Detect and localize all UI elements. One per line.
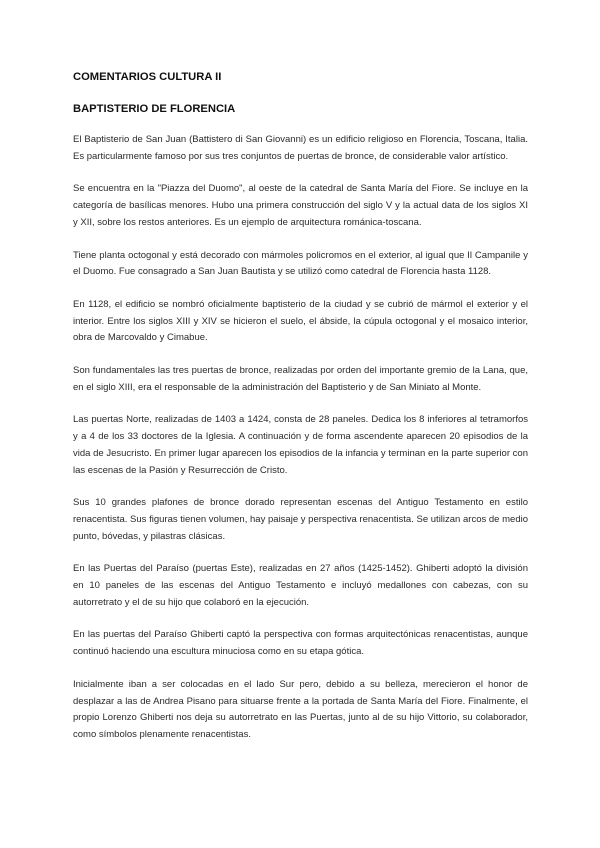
paragraph: Inicialmente iban a ser colocadas en el lado Sur pero, debido a su belleza, merecieron el honor de desplazar a las de Andrea Pisano para situarse frente a la portada de Santa María del Fiore. Finalmente, el propio Lorenzo Ghiberti nos deja su autorretrato en las Puertas, junto al de su hijo Vittorio, su colaborador, como símbolos plenamente renacentistas.	[73, 678, 528, 740]
paragraph: Son fundamentales las tres puertas de bronce, realizadas por orden del importante gremio de la Lana, que, en el siglo XIII, era el responsable de la administración del Baptisterio y de San Miniato al Monte.	[73, 365, 528, 393]
document-title: COMENTARIOS CULTURA II	[73, 71, 222, 83]
section-title: BAPTISTERIO DE FLORENCIA	[73, 103, 236, 115]
paragraph: En las puertas del Paraíso Ghiberti captó la perspectiva con formas arquitectónicas renacentistas, aunque continuó haciendo una escultura minuciosa como en su etapa gótica.	[73, 629, 528, 658]
paragraph: El Baptisterio de San Juan (Battistero di San Giovanni) es un edificio religioso en Florencia, Toscana, Italia. Es particularmente famoso por sus tres conjuntos de puertas de bronce, de considerable valor artístico.	[73, 134, 528, 162]
body-text	[73, 132, 528, 744]
document-page	[73, 70, 528, 760]
paragraph: En 1128, el edificio se nombró oficialmente baptisterio de la ciudad y se cubrió de mármol el exterior y el interior. Entre los siglos XIII y XIV se hicieron el suelo, el ábside, la cúpula octogonal y el mosaico interior, obra de Marcovaldo y Cimabue.	[73, 298, 528, 344]
paragraph: En las Puertas del Paraíso (puertas Este), realizadas en 27 años (1425-1452). Ghiberti adoptó la división en 10 paneles de las escenas del Antiguo Testamento e incluyó medallones con cabezas, con su autorretrato y el de su hijo que colaboró en la ejecución.	[73, 563, 528, 608]
paragraph: Se encuentra en la "Piazza del Duomo", al oeste de la catedral de Santa María del Fiore. Se incluye en la categoría de basílicas menores. Hubo una primera construcción del siglo V y la actual data de los siglos XI y XII, sobre los restos anteriores. Es un ejemplo de arquitectura románica-toscana.	[73, 183, 528, 228]
paragraph: Tiene planta octogonal y está decorado con mármoles policromos en el exterior, al igual que Il Campanile y el Duomo. Fue consagrado a San Juan Bautista y se utilizó como catedral de Florencia hasta 1128.	[73, 249, 528, 278]
paragraph: Sus 10 grandes plafones de bronce dorado representan escenas del Antiguo Testamento en estilo renacentista. Sus figuras tienen volumen, hay paisaje y perspectiva renacentista. Se utilizan arcos de medio punto, bóvedas, y pilastras clásicas.	[73, 497, 528, 542]
paragraph: Las puertas Norte, realizadas de 1403 a 1424, consta de 28 paneles. Dedica los 8 inferiores al tetramorfos y a 4 de los 33 doctores de la Iglesia. A continuación y de forma ascendente aparecen 20 episodios de la vida de Jesucristo. En primer lugar aparecen los episodios de la infancia y terminan en la parte superior con las escenas de la Pasión y Resurrección de Cristo.	[73, 414, 528, 476]
